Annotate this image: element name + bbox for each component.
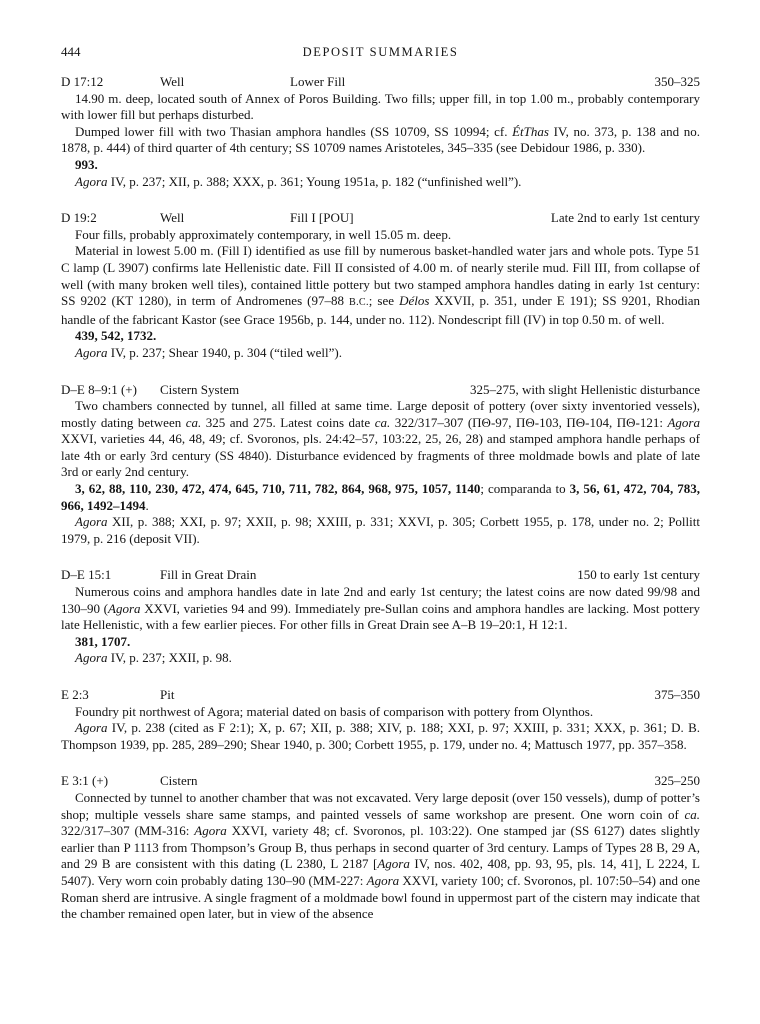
text-segment: Foundry pit northwest of Agora; material dated on basis of comparison with pottery from Olynthos. xyxy=(75,703,594,719)
text-segment: Four fills, probably approximately contemporary, in well 15.05 m. deep. xyxy=(75,226,452,242)
entry-id: E 2:3 xyxy=(61,687,89,702)
text-segment: Connected by tunnel to another chamber that was not excavated. Very large deposit (over 150 vessels), dump of potter’s shop; multiple vessels share same stamps, and painted vessels of same workshop are present. One worn coin of xyxy=(61,789,700,822)
text-segment: XXVI, varieties 94 and 99). Immediately pre-Sullan coins and amphora handles are lacking. Most pottery late Hellenistic, with a few earlier pieces. For other fills in Great Drain see A–B 19–20:1, H 12:1. xyxy=(61,600,700,633)
entry-type: Cistern xyxy=(160,773,198,789)
entry-date: 150 to early 1st century xyxy=(577,567,700,583)
running-head: DEPOSIT SUMMARIES xyxy=(302,45,459,59)
deposit-entry xyxy=(61,74,700,190)
entry-fill: Fill I [POU] xyxy=(290,210,354,226)
text-segment: IV, no. 373, p. 138 and no. 1878, p. 444) of third quarter of 4th century; SS 10709 names Aristoteles, 345–335 (see Debidour 1986, p. 330). xyxy=(61,123,701,156)
entry-header xyxy=(61,382,700,399)
entry-fill: Lower Fill xyxy=(290,74,346,89)
deposit-entry xyxy=(61,382,700,548)
text-segment: IV, p. 238 (cited as F 2:1); X, p. 67; XII, p. 388; XIV, p. 188; XXI, p. 97; XXIII, p. 331; XXX, p. 361; D. B. Thompson 1939, pp. 285, 289–290; Shear 1940, p. 300; Corbett 1955, p. 179, under no. 4; Mattusch 1977, pp. 357–358. xyxy=(61,720,700,752)
entry-paragraph xyxy=(61,584,700,634)
entry-header xyxy=(61,74,700,91)
text-segment: XII, p. 388; XXI, p. 97; XXII, p. 98; XXIII, p. 331; XXVI, p. 305; Corbett 1955, p. 178, under no. 2; Pollitt 1979, p. 216 (deposit VII). xyxy=(61,514,700,546)
text-segment: IV, p. 237; XXII, p. 98. xyxy=(107,650,232,666)
entry-paragraph xyxy=(61,481,700,514)
text-segment: ; comparanda to xyxy=(480,481,570,497)
entries xyxy=(61,74,700,923)
text-segment: Numerous coins and amphora handles date in late 2nd and early 1st century; the latest coins are now dated 99/98 and 130–90 ( xyxy=(61,584,700,616)
text-segment: Agora xyxy=(75,720,108,736)
text-segment: ca. xyxy=(374,414,391,430)
entry-type: Cistern System xyxy=(160,381,240,397)
entry-header xyxy=(61,210,700,227)
text-segment: IV, p. 237; XII, p. 388; XXX, p. 361; Young 1951a, p. 182 (“unfinished well”). xyxy=(107,173,522,189)
text-segment: Délos xyxy=(399,293,430,309)
entry-paragraph xyxy=(61,345,700,362)
text-segment: ca. xyxy=(684,806,700,822)
entry-type: Well xyxy=(160,74,185,89)
entry-type: Fill in Great Drain xyxy=(160,567,257,583)
entry-paragraph xyxy=(61,91,700,124)
text-segment: XXVI, variety 100; cf. Svoronos, pl. 107:50–54) and one Roman sherd are intrusive. A single fragment of a moldmade bowl found in uppermost part of the cistern may indicate that the chamber remained open later, but in view of the absence xyxy=(61,872,700,922)
text-segment: 381, 1707. xyxy=(75,633,131,649)
text-segment: XXVI, variety 48; cf. Svoronos, pl. 103:22). One stamped jar (SS 6127) dates slightly earlier than P 1113 from Thompson’s Group B, thus perhaps in second quarter of 3rd century. Lamps of Types 28 B, 29 A, and 29 B are consistent with this dating (L 2380, L 2187 [ xyxy=(61,823,700,872)
text-segment: Agora xyxy=(75,650,108,666)
entry-paragraph xyxy=(61,398,700,481)
text-segment: ÉtThas xyxy=(512,123,549,139)
text-segment: 14.90 m. deep, located south of Annex of Poros Building. Two fills; upper fill, in top 1.00 m., probably contemporary with lower fill but perhaps disturbed. xyxy=(61,90,700,123)
text-segment: XXVII, p. 351, under E 191); SS 9201, Rhodian handle of the fabricant Kastor (see Grace 1956b, p. 144, under no. 112). Nondescript fill (IV) in top 0.50 m. of well. xyxy=(61,293,700,327)
entry-paragraph xyxy=(61,634,700,651)
text-segment: IV, nos. 402, 408, pp. 93, 95, pls. 14, 41], L 2224, L 5407). Very worn coin probably dating 130–90 (MM-227: xyxy=(61,856,700,888)
text-segment: 439, 542, 1732. xyxy=(75,328,157,344)
entry-paragraph xyxy=(61,514,700,547)
text-segment: Agora xyxy=(667,414,700,430)
entry-paragraph xyxy=(61,243,700,328)
text-segment: Agora xyxy=(75,173,108,189)
text-segment: 3, 56, 61, 472, 704, 783, 966, 1492–1494 xyxy=(61,481,700,513)
entry-header xyxy=(61,567,700,584)
text-segment: 322/317–307 (MM-316: xyxy=(61,823,195,839)
entry-paragraph xyxy=(61,704,700,721)
text-segment: Dumped lower fill with two Thasian amphora handles (SS 10709, SS 10994; cf. xyxy=(75,123,513,139)
text-segment: Agora xyxy=(377,856,410,872)
page-number: 444 xyxy=(61,44,81,59)
text-segment: Agora xyxy=(194,823,227,839)
entry-date: 375–350 xyxy=(654,687,700,702)
text-segment: . xyxy=(145,497,149,513)
text-segment: 325 and 275. Latest coins date xyxy=(201,414,375,430)
entry-paragraph xyxy=(61,157,700,174)
text-segment: Agora xyxy=(366,872,400,888)
deposit-entry xyxy=(61,210,700,361)
entry-id: D–E 8–9:1 (+) xyxy=(61,381,137,397)
entry-id: E 3:1 (+) xyxy=(61,773,109,789)
entry-type: Pit xyxy=(160,687,175,702)
entry-paragraph xyxy=(61,790,700,923)
entry-paragraph xyxy=(61,328,700,345)
entry-paragraph xyxy=(61,720,700,753)
text-segment: ca. xyxy=(185,414,202,430)
text-segment: 993. xyxy=(75,156,98,172)
entry-paragraph xyxy=(61,227,700,244)
text-segment: Two chambers connected by tunnel, all filled at same time. Large deposit of pottery (over sixty inventoried vessels), mostly dating between xyxy=(61,398,700,430)
entry-date: 350–325 xyxy=(654,74,700,89)
entry-id: D–E 15:1 xyxy=(61,567,112,583)
entry-header xyxy=(61,687,700,704)
text-segment: Agora xyxy=(75,514,108,530)
entry-type: Well xyxy=(160,210,185,226)
text-segment: Agora xyxy=(75,344,108,360)
entry-id: D 19:2 xyxy=(61,210,97,226)
entry-date: 325–275, with slight Hellenistic disturbance xyxy=(470,381,700,397)
text-segment: Material in lowest 5.00 m. (Fill I) identified as use fill by numerous basket-handled water jars and whole pots. Type 51 C lamp (L 3907) confirms late Hellenistic date. Fill II consisted of 4.00 m. of nearly sterile mud. Fill III, from collapse of well (with many broken well tiles), contained little pottery but two stamped amphora handles dating in early 1st century: SS 9202 (KT 1280), in term of Andromenes (97–88 xyxy=(61,243,700,309)
entry-id: D 17:12 xyxy=(61,74,104,89)
text-segment: ; see xyxy=(368,293,400,309)
deposit-entry xyxy=(61,567,700,667)
text-segment: 322/317–307 (ΠΘ-97, ΠΘ-103, ΠΘ-104, ΠΘ-121: xyxy=(390,414,668,430)
entry-paragraph xyxy=(61,650,700,667)
entry-date: Late 2nd to early 1st century xyxy=(550,210,700,226)
text-segment: XXVI, varieties 44, 46, 48, 49; cf. Svoronos, pls. 24:42–57, 103:22, 25, 26, 28) and stamped amphora handle perhaps of late 4th or early 3rd century (SS 4840). Disturbance evidenced by fragments of three moldmade bowls and plate of late 3rd or early 2nd century. xyxy=(61,431,700,480)
text-segment: IV, p. 237; Shear 1940, p. 304 (“tiled well”). xyxy=(107,344,342,360)
deposit-entry xyxy=(61,773,700,922)
entry-date: 325–250 xyxy=(654,773,700,789)
entry-paragraph xyxy=(61,124,700,157)
text-segment: Agora xyxy=(108,600,141,616)
deposit-entry xyxy=(61,687,700,753)
page-header xyxy=(61,44,700,61)
entry-header xyxy=(61,773,700,790)
text-segment: B.C. xyxy=(349,297,369,309)
text-segment: 3, 62, 88, 110, 230, 472, 474, 645, 710, 711, 782, 864, 968, 975, 1057, 1140 xyxy=(75,481,481,497)
entry-paragraph xyxy=(61,174,700,191)
